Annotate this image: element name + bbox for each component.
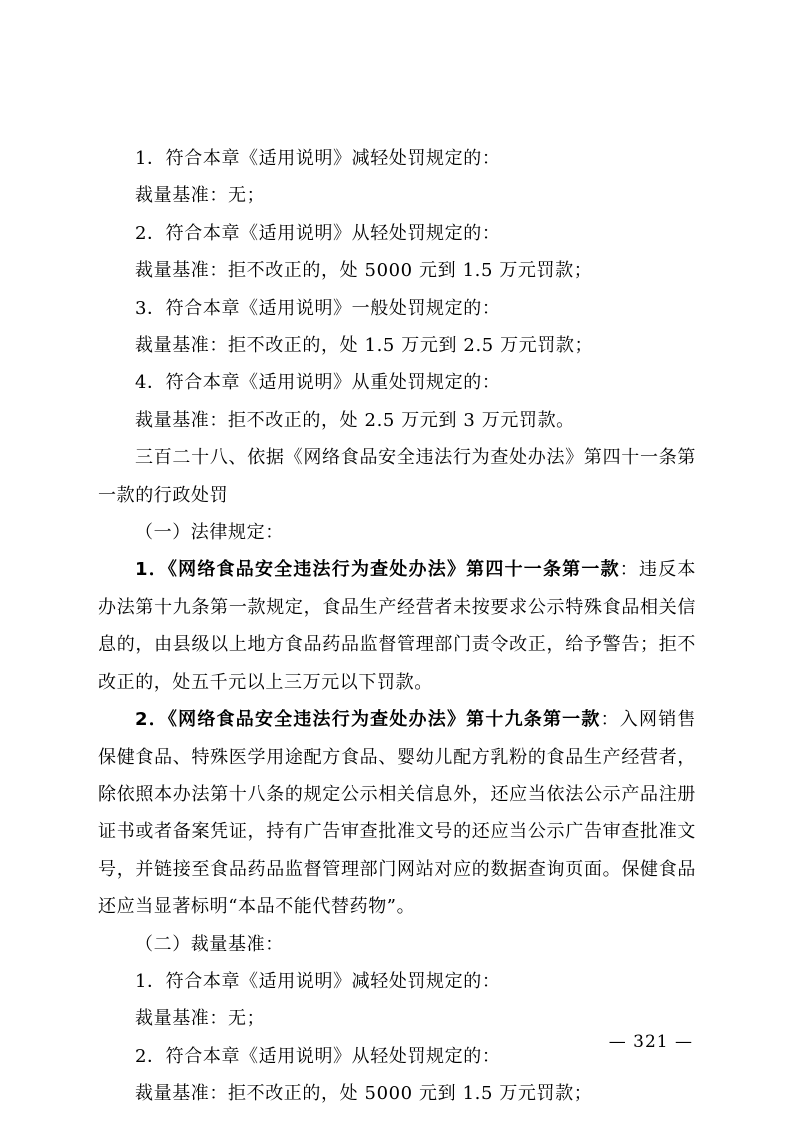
- paragraph: 1．符合本章《适用说明》减轻处罚规定的：: [135, 970, 501, 992]
- paragraph: [98, 551, 696, 701]
- article-citation: 1．《网络食品安全违法行为查处办法》第四十一条第一款: [135, 559, 620, 581]
- paragraph: 裁量基准：拒不改正的，处 1.5 万元到 2.5 万元罚款；: [135, 335, 594, 357]
- subsection-heading: （二）裁量基准：: [135, 933, 284, 955]
- paragraph: 裁量基准：无；: [135, 1008, 266, 1030]
- section-heading: 三百二十八、依据《网络食品安全违法行为查处办法》第四十一条第一款的行政处罚: [98, 447, 696, 506]
- paragraph: 1．符合本章《适用说明》减轻处罚规定的：: [135, 148, 501, 169]
- article-citation: 2．《网络食品安全违法行为查处办法》第十九条第一款: [135, 709, 601, 731]
- subsection-heading: （一）法律规定：: [135, 522, 284, 544]
- paragraph: 4．符合本章《适用说明》从重处罚规定的：: [135, 372, 501, 394]
- paragraph: 裁量基准：拒不改正的，处 5000 元到 1.5 万元罚款；: [135, 260, 593, 282]
- document-body: [98, 140, 696, 1113]
- paragraph: 裁量基准：拒不改正的，处 2.5 万元到 3 万元罚款。: [135, 409, 575, 431]
- paragraph: 2．符合本章《适用说明》从轻处罚规定的：: [135, 222, 501, 244]
- article-text: ：入网销售保健食品、特殊医学用途配方食品、婴幼儿配方乳粉的食品生产经营者，除依照本办法第十八条的规定公示相关信息外，还应当依法公示产品注册证书或者备案凭证，持有广告审查批准文号的还应当公示广告审查批准文号，并链接至食品药品监督管理部门网站对应的数据查询页面。保健食品还应当显著标明“本品不能代替药物”。: [98, 709, 697, 918]
- article-text: ：违反本办法第十九条第一款规定，食品生产经营者未按要求公示特殊食品相关信息的，由县级以上地方食品药品监督管理部门责令改正，给予警告；拒不改正的，处五千元以上三万元以下罚款。: [98, 559, 697, 693]
- paragraph: 裁量基准：无；: [135, 185, 266, 207]
- paragraph: 3．符合本章《适用说明》一般处罚规定的：: [135, 297, 501, 319]
- page-number: — 321 —: [608, 1032, 693, 1052]
- paragraph: [98, 701, 696, 925]
- paragraph: 裁量基准：拒不改正的，处 5000 元到 1.5 万元罚款；: [135, 1083, 593, 1105]
- paragraph: 2．符合本章《适用说明》从轻处罚规定的：: [135, 1045, 501, 1067]
